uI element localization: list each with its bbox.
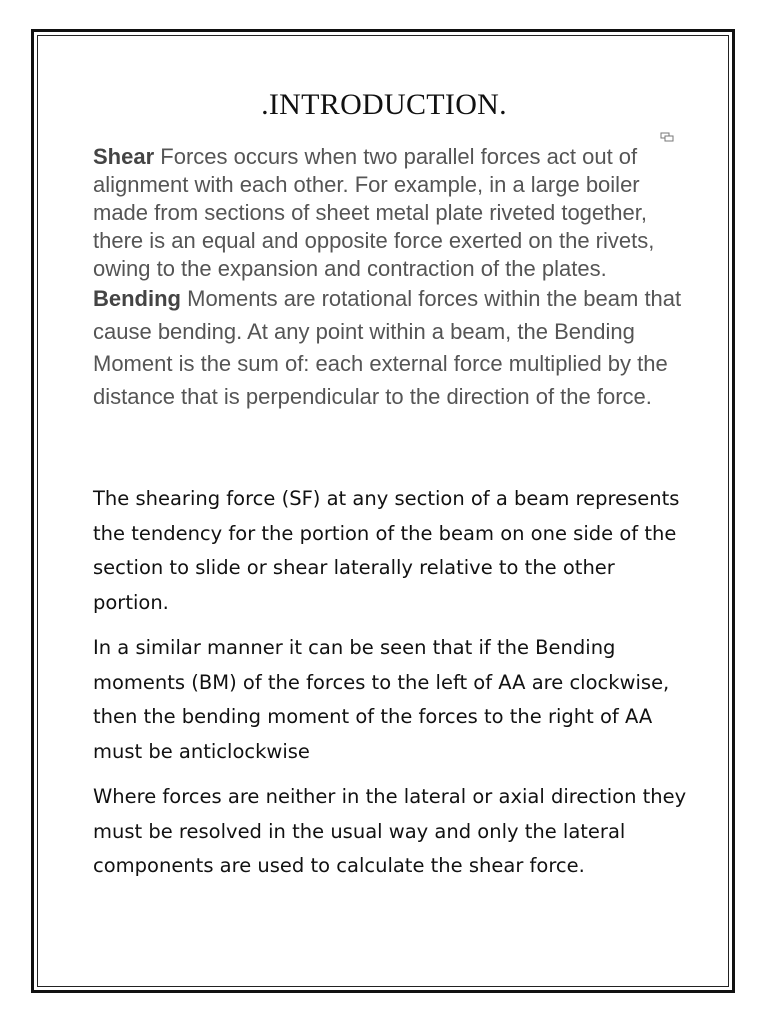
small-window-icon [660, 132, 674, 142]
bending-heading: Bending [93, 286, 181, 311]
intro-section [93, 143, 693, 413]
body-paragraph-bending-moments: In a similar manner it can be seen that if the Bending moments (BM) of the forces to the left of AA are clockwise, then the bending moment of the forces to the right of AA must be anticlockwise [93, 636, 670, 763]
shear-heading: Shear [93, 144, 155, 169]
page-title: .INTRODUCTION. [261, 88, 507, 121]
bending-paragraph [93, 283, 693, 413]
bending-text: Moments are rotational forces within the beam that cause bending. At any point within a beam, the Bending Moment is the sum of: each external force multiplied by the distance that is perpendicular to the direction of the force. [93, 286, 682, 409]
body-paragraph-shearing-force: The shearing force (SF) at any section of a beam represents the tendency for the portion of the beam on one side of the section to slide or shear laterally relative to the other portion. [93, 487, 680, 614]
shear-paragraph [93, 143, 693, 283]
shear-text: Forces occurs when two parallel forces act out of alignment with each other. For example, in a large boiler made from sections of sheet metal plate riveted together, there is an equal and opposite force exerted on the rivets, owing to the expansion and contraction of the plates. [93, 144, 655, 281]
body-paragraph-resolved-forces: Where forces are neither in the lateral or axial direction they must be resolved in the usual way and only the lateral components are used to calculate the shear force. [93, 785, 687, 877]
